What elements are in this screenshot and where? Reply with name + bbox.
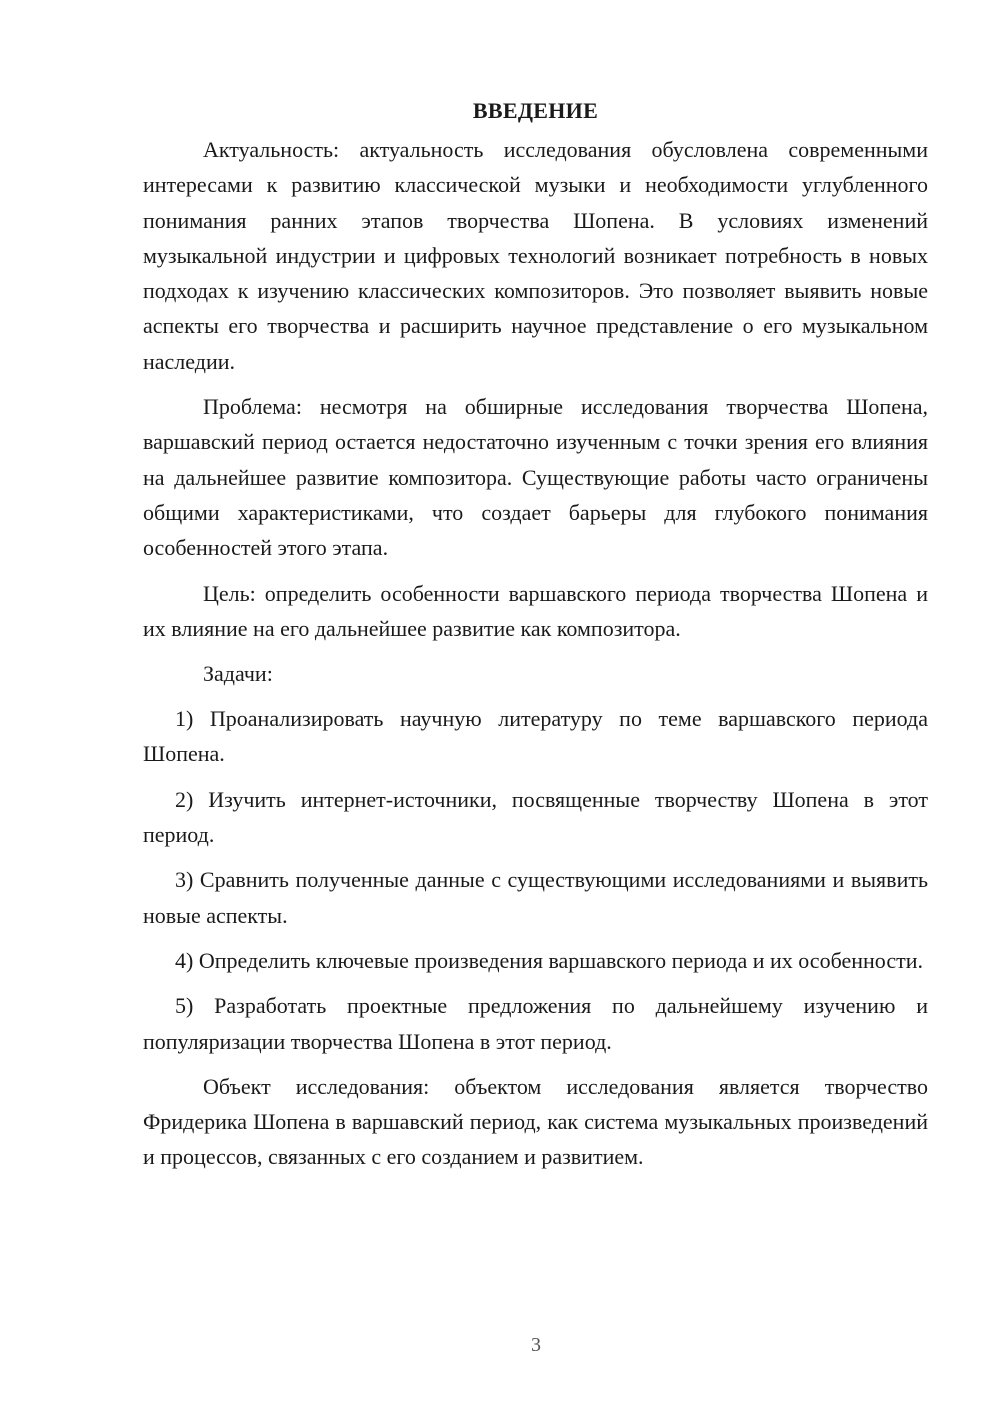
paragraph-problem: Проблема: несмотря на обширные исследования творчества Шопена, варшавский период остается недостаточно изученным с точки зрения его влияния на дальнейшее развитие композитора. Существующие работы часто ограничены общими характеристиками, что создает барьеры для глубокого понимания особенностей этого этапа. [143, 394, 928, 561]
task-item-3: 3) Сравнить полученные данные с существующими исследованиями и выявить новые аспекты. [143, 867, 928, 928]
paragraph-relevance: Актуальность: актуальность исследования обусловлена современными интересами к развитию классической музыки и необходимости углубленного понимания ранних этапов творчества Шопена. В условиях изменений музыкальной индустрии и цифровых технологий возникает потребность в новых подходах к изучению классических композиторов. Это позволяет выявить новые аспекты его творчества и расширить научное представление о его музыкальном наследии. [143, 137, 928, 374]
page-title: ВВЕДЕНИЕ [472, 98, 599, 123]
task-item-2: 2) Изучить интернет-источники, посвященные творчеству Шопена в этот период. [143, 786, 928, 848]
tasks-label: Задачи: [203, 661, 273, 687]
page-number: 3 [531, 1334, 541, 1356]
document-page [143, 93, 928, 1175]
task-list [143, 701, 928, 1059]
task-item-5: 5) Разработать проектные предложения по дальнейшему изучению и популяризации творчества Шопена в этот период. [143, 993, 928, 1054]
task-item-4: 4) Определить ключевые произведения варшавского периода и их особенности. [175, 947, 923, 973]
task-item-1: 1) Проанализировать научную литературу по теме варшавского периода Шопена. [143, 706, 928, 767]
paragraph-object: Объект исследования: объектом исследования является творчество Фридерика Шопена в варшавский период, как система музыкальных произведений и процессов, связанных с его созданием и развитием. [143, 1073, 928, 1170]
paragraph-goal: Цель: определить особенности варшавского периода творчества Шопена и их влияние на его дальнейшее развитие как композитора. [143, 580, 928, 641]
